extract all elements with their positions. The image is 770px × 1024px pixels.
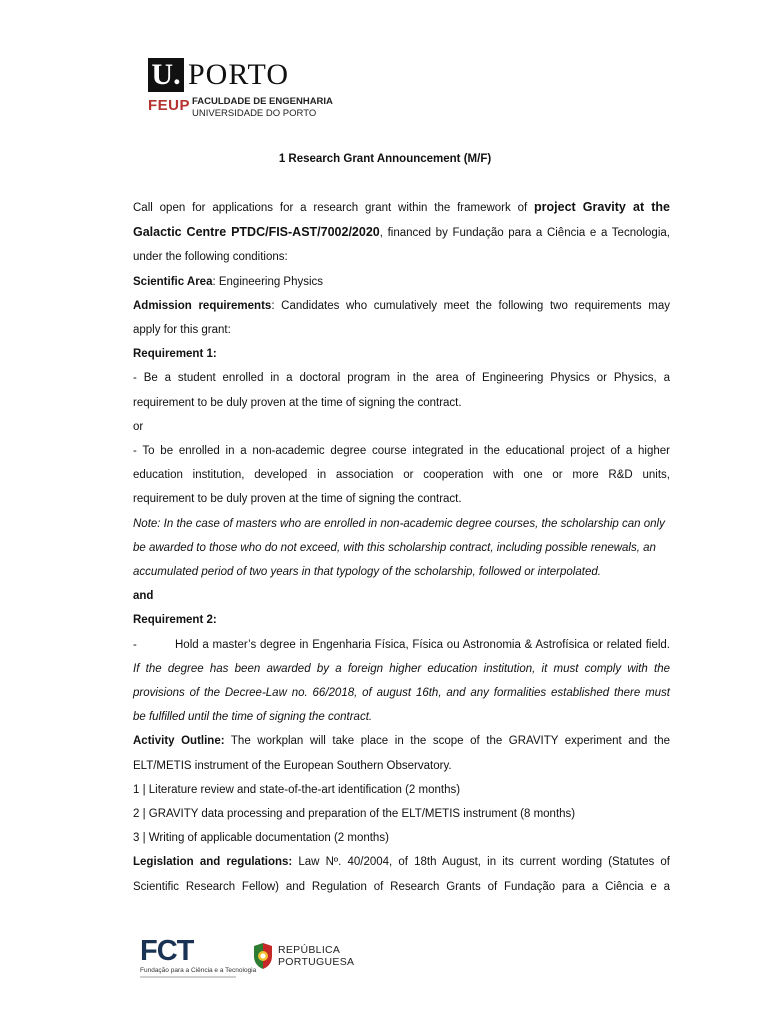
foreign-line-2: provisions of the Decree-Law no. 66/2018, of august 16th, and any formalities established there must [133, 687, 670, 700]
intro-line-3: under the following conditions: [133, 251, 288, 264]
project-name: project Gravity at the [534, 200, 670, 214]
intro-text: Call open for applications for a research grant within the framework of [133, 202, 535, 214]
requirement-1-heading [133, 342, 670, 366]
admission-line-2: apply for this grant: [133, 324, 231, 337]
portuguesa-text: PORTUGUESA [278, 956, 355, 968]
project-code: Galactic Centre PTDC/FIS-AST/7002/2020 [133, 225, 380, 240]
workplan-item-2: 2 | GRAVITY data processing and preparation of the ELT/METIS instrument (8 months) [133, 808, 576, 821]
legislation-text: Law Nº. 40/2004, of 18th August, in its current wording (Statutes of [292, 856, 670, 869]
scientific-area-value: : Engineering Physics [212, 275, 324, 288]
document-title: 1 Research Grant Announcement (M/F) [278, 153, 492, 165]
fct-logo [140, 935, 257, 982]
note-line-2: be awarded to those who do not exceed, with this scholarship contract, including possible renewals, an [133, 541, 656, 554]
admission-label: Admission requirements [133, 299, 272, 312]
requirement-1-line-3: - To be enrolled in a non-academic degree course integrated in the educational project of a higher [133, 445, 670, 458]
admission-text: : Candidates who cumulatively meet the following two requirements may [271, 299, 670, 312]
intro-line-2 [133, 220, 670, 245]
activity-line-1 [133, 729, 670, 753]
requirement-1-line-4: education institution, developed in association or cooperation with one or more R&D units, [133, 469, 670, 482]
portugal-emblem-icon [252, 942, 274, 970]
foreign-line-1: If the degree has been awarded by a foreign higher education institution, it must comply with the [133, 662, 670, 675]
and-heading [133, 584, 670, 608]
requirement-1-line-1: - Be a student enrolled in a doctoral program in the area of Engineering Physics or Physics, a [133, 372, 670, 385]
logo-porto-text: PORTO [188, 58, 290, 91]
admission-line-1 [133, 294, 670, 318]
requirement-1-label: Requirement 1: [133, 348, 217, 361]
activity-label: Activity Outline: [133, 735, 225, 748]
logo-university-text: UNIVERSIDADE DO PORTO [192, 108, 317, 119]
requirement-2-label: Requirement 2: [133, 614, 217, 627]
uporto-feup-logo [148, 58, 348, 122]
republica-portuguesa-logo [252, 942, 362, 972]
legislation-line-1 [133, 850, 670, 874]
and-label: and [133, 590, 154, 603]
republica-text: REPÚBLICA [278, 944, 341, 956]
financing-text: , financed by Fundação para a Ciência e a Tecnologia, [379, 227, 670, 240]
foreign-line-3: be fulfilled until the time of signing the contract. [133, 711, 373, 724]
note-line-1: Note: In the case of masters who are enrolled in non-academic degree courses, the scholarship can only [133, 517, 665, 530]
legislation-line-2: Scientific Research Fellow) and Regulation of Research Grants of Fundação para a Ciência e a [133, 880, 670, 893]
requirement-2-dash: - [133, 638, 137, 651]
logo-faculty-text: FACULDADE DE ENGENHARIA [192, 96, 333, 107]
requirement-2-text: Hold a master’s degree in Engenharia Física, Física ou Astronomia & Astrofísica or related field. [175, 638, 670, 651]
intro-line-1 [133, 195, 670, 220]
logo-feup-text: FEUP [148, 97, 191, 114]
fct-logo-rule [140, 976, 236, 978]
requirement-1-line-2: requirement to be duly proven at the time of signing the contract. [133, 396, 462, 409]
activity-text: The workplan will take place in the scope of the GRAVITY experiment and the [224, 735, 670, 748]
fct-logo-letters: FCT [140, 935, 194, 967]
workplan-item-3: 3 | Writing of applicable documentation (2 months) [133, 832, 389, 845]
logo-u-mark: U. [148, 58, 184, 92]
fct-logo-subtitle: Fundação para a Ciência e a Tecnologia [140, 967, 257, 974]
requirement-2-line [133, 633, 670, 657]
requirement-2-heading [133, 608, 670, 632]
workplan-item-1: 1 | Literature review and state-of-the-art identification (2 months) [133, 783, 461, 796]
note-line-3: accumulated period of two years in that typology of the scholarship, followed or interpolated. [133, 566, 601, 579]
activity-line-2: ELT/METIS instrument of the European Southern Observatory. [133, 759, 452, 772]
or-text: or [133, 420, 144, 433]
legislation-label: Legislation and regulations: [133, 856, 293, 869]
scientific-area-label: Scientific Area [133, 275, 213, 288]
requirement-1-line-5: requirement to be duly proven at the time of signing the contract. [133, 493, 462, 506]
scientific-area [133, 270, 670, 294]
document-body [133, 195, 670, 899]
